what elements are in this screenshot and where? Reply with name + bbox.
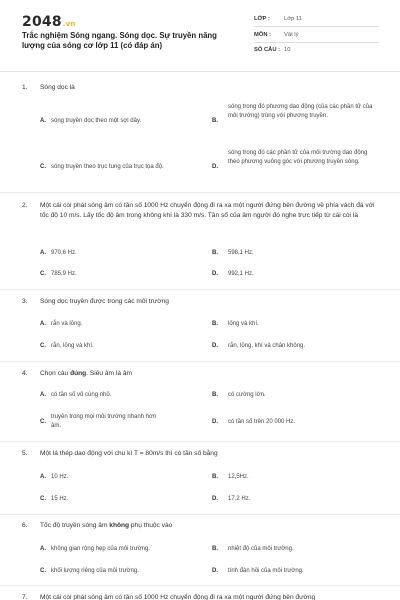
question-text [40, 521, 380, 531]
question-number: 7. [22, 594, 28, 600]
question-divider [0, 585, 400, 586]
option-letter: C. [40, 343, 46, 349]
meta-class [254, 14, 379, 27]
option-text: khối lượng riêng của môi trường. [51, 568, 139, 574]
option-letter: B. [212, 392, 218, 398]
option-letter: D. [212, 164, 218, 170]
question-text-emphasis: đúng [70, 370, 87, 377]
option-letter: C. [40, 271, 46, 277]
header-divider [0, 71, 400, 72]
meta-value: 10 [284, 47, 291, 53]
option-letter: B. [212, 474, 218, 480]
question-divider [0, 441, 400, 442]
option-text: rắn, lỏng, khí và chân không. [228, 343, 306, 349]
meta-count [254, 45, 379, 57]
option-text: lỏng và khí. [228, 321, 259, 327]
option-letter: C. [40, 568, 46, 574]
question-divider [0, 192, 400, 193]
question-text: Sóng dọc là [40, 84, 75, 91]
option-text: 12,5Hz. [228, 474, 249, 480]
option-text: 785,9 Hz. [51, 271, 77, 277]
option-text: truyền trong mọi môi trường nhanh hơn âm. [51, 414, 157, 429]
option-text: sóng trong đó phương dao động (của các phần tử của môi trường) trùng với phương truyền. [228, 104, 373, 119]
option-letter: C. [40, 496, 46, 502]
option-text: có tần số vô cùng nhỏ. [51, 392, 112, 398]
option-letter: A. [40, 321, 46, 327]
site-logo[interactable] [22, 14, 76, 30]
question-text [40, 369, 380, 379]
question-text-pre: Chọn câu [40, 370, 71, 377]
meta-value: Lớp 11 [284, 16, 302, 22]
question-text: Một lá thép dao động với chu kì T = 80m/s thì có tần số bằng [40, 450, 218, 457]
option-text: có cường lớn. [228, 392, 266, 398]
option-letter: D. [212, 568, 218, 574]
question-divider [0, 289, 400, 290]
option-text: sóng trong đó các phần tử của môi trường dao động theo phương vuông góc với phương truyền sóng. [228, 150, 368, 165]
question-divider [0, 361, 400, 362]
meta-value: Vật lý [284, 32, 299, 38]
page-header [0, 0, 400, 70]
option-letter: A. [40, 250, 46, 256]
meta-subject [254, 30, 379, 43]
option-text: sóng truyền dọc theo một sợi dây. [51, 118, 142, 124]
option-letter: B. [212, 118, 218, 124]
question-text: Sóng dọc truyền được trong các môi trường [40, 298, 169, 305]
option-letter: C. [40, 419, 46, 425]
question-text: Một cái còi phát sóng âm có tần số 1000 Hz chuyển động đi ra xa một người đứng bên đường [40, 594, 316, 600]
option-letter: A. [40, 392, 46, 398]
logo-domain: .vn [62, 20, 76, 28]
option-letter: B. [212, 546, 218, 552]
option-text: 992,1 Hz. [228, 271, 254, 277]
meta-label: SỐ CÂU : [254, 47, 281, 53]
document-title: Trắc nghiệm Sóng ngang. Sóng dọc. Sự truyền năng lượng của sóng cơ lớp 11 (có đáp án) [22, 31, 217, 50]
option-letter: B. [212, 321, 218, 327]
option-text: 10 Hz. [51, 474, 69, 480]
option-text: sóng truyền theo trục tung của trục tọa độ. [51, 164, 164, 170]
option-letter: D. [212, 496, 218, 502]
question-number: 4. [22, 370, 28, 377]
option-letter: D. [212, 343, 218, 349]
meta-label: MÔN : [254, 32, 272, 38]
question-text-post: phụ thuộc vào [129, 522, 173, 529]
question-text-post: . Siêu âm là âm [86, 370, 132, 377]
question-number: 1. [22, 84, 28, 91]
option-text: 17,2 Hz. [228, 496, 251, 502]
option-text: rắn và lỏng. [51, 321, 83, 327]
question-text-pre: Tốc độ truyền sóng âm [40, 522, 110, 529]
logo-text: 2048 [22, 14, 62, 30]
option-text: 598,1 Hz. [228, 250, 254, 256]
option-text: 970,6 Hz. [51, 250, 77, 256]
question-number: 6. [22, 522, 28, 529]
option-letter: A. [40, 118, 46, 124]
option-text: 15 Hz. [51, 496, 69, 502]
option-text: có tần số trên 20 000 Hz. [228, 419, 296, 425]
option-text: không gian rộng hẹp của môi trường. [51, 546, 151, 552]
option-letter: A. [40, 474, 46, 480]
option-letter: D. [212, 419, 218, 425]
option-letter: A. [40, 546, 46, 552]
question-number: 5. [22, 450, 28, 457]
question-number: 2. [22, 202, 28, 209]
question-text: Một cái còi phát sóng âm có tần số 1000 Hz chuyển động đi ra xa một người đứng bên đường về phía vách đá với tốc độ 10 m/s. Lấy tốc độ âm trong không khí là 330 m/s. Tần số của âm người đó nghe trực tiếp từ cái còi là [40, 202, 375, 219]
option-letter: C. [40, 164, 46, 170]
question-divider [0, 514, 400, 515]
question-text-emphasis: không [109, 522, 130, 529]
option-text: tính đàn hồi của môi trường. [228, 568, 304, 574]
question-7 [22, 593, 382, 600]
option-letter: B. [212, 250, 218, 256]
question-number: 3. [22, 298, 28, 305]
option-text: nhiệt độ của môi trường. [228, 546, 294, 552]
option-letter: D. [212, 271, 218, 277]
meta-label: LỚP : [254, 16, 270, 22]
option-text: rắn, lỏng và khí. [51, 343, 94, 349]
